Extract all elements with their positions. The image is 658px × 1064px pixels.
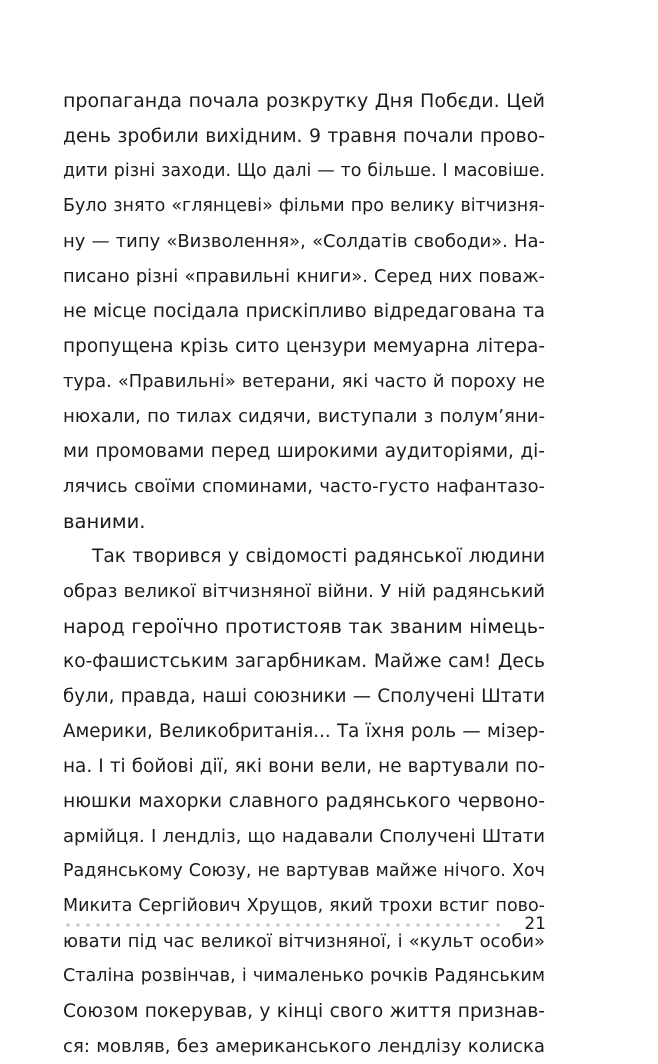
text-line: образ великої вітчизняної війни. У ній радянський (63, 581, 545, 602)
paragraph-first-line: Так творився у свідомості радянської людини (92, 546, 545, 567)
text-line: ко-фашистським загарбникам. Майже сам! Десь (63, 651, 545, 672)
text-line: Радянському Союзу, не вартував майже нічого. Хоч (63, 861, 545, 881)
text-line: день зробили вихідним. 9 травня почали прово- (63, 126, 545, 147)
text-line: Микита Сергійович Хрущов, який трохи встиг пово- (63, 896, 545, 916)
text-line: ми промовами перед широкими аудиторіями, ді- (63, 441, 545, 462)
text-line: Сталіна розвінчав, і чималенько рочків Радянським (63, 966, 545, 986)
text-line: нюхали, по тилах сидячи, виступали з полум’яни- (63, 406, 545, 427)
text-line: Союзом покерував, у кінці свого життя признав- (63, 1001, 545, 1022)
text-line: ну — типу «Визволення», «Солдатів свободи». На- (63, 231, 545, 252)
text-line: на. І ті бойові дії, які вони вели, не вартували по- (63, 756, 545, 777)
text-line: ювати під час великої вітчизняної, і «культ особи» (63, 931, 545, 952)
text-line: армійця. І лендліз, що надавали Сполучені Штати (63, 826, 545, 847)
text-line: лячись своїми споминами, часто-густо нафантазо- (63, 476, 545, 497)
text-line: тура. «Правильні» ветерани, які часто й пороху не (63, 371, 545, 392)
body-text (63, 84, 545, 1064)
text-line: пропущена крізь сито цензури мемуарна літера- (63, 336, 545, 357)
text-line: пропаганда почала розкрутку Дня Побєди. Цей (63, 90, 545, 112)
page-number: 21 (524, 914, 546, 934)
text-line: народ героїчно протистояв так званим німець- (63, 615, 545, 638)
text-line: не місце посідала прискіпливо відредагована та (63, 301, 545, 322)
text-line: нюшки махорки славного радянського червоно- (63, 791, 545, 812)
text-line: Америки, Великобританія... Та їхня роль — мізер- (63, 721, 545, 742)
text-line: писано різні «правильні книги». Серед них поваж- (63, 266, 545, 287)
text-line: дити різні заходи. Що далі — то більше. І масовіше. (63, 161, 545, 181)
text-line: Було знято «глянцеві» фільми про велику вітчизня- (63, 196, 545, 216)
text-line: були, правда, наші союзники — Сполучені Штати (63, 686, 545, 707)
text-line: ся: мовляв, без американського лендлізу колиска (63, 1036, 545, 1057)
footer-dotted-rule (63, 922, 503, 928)
text-line: ваними. (63, 510, 146, 533)
